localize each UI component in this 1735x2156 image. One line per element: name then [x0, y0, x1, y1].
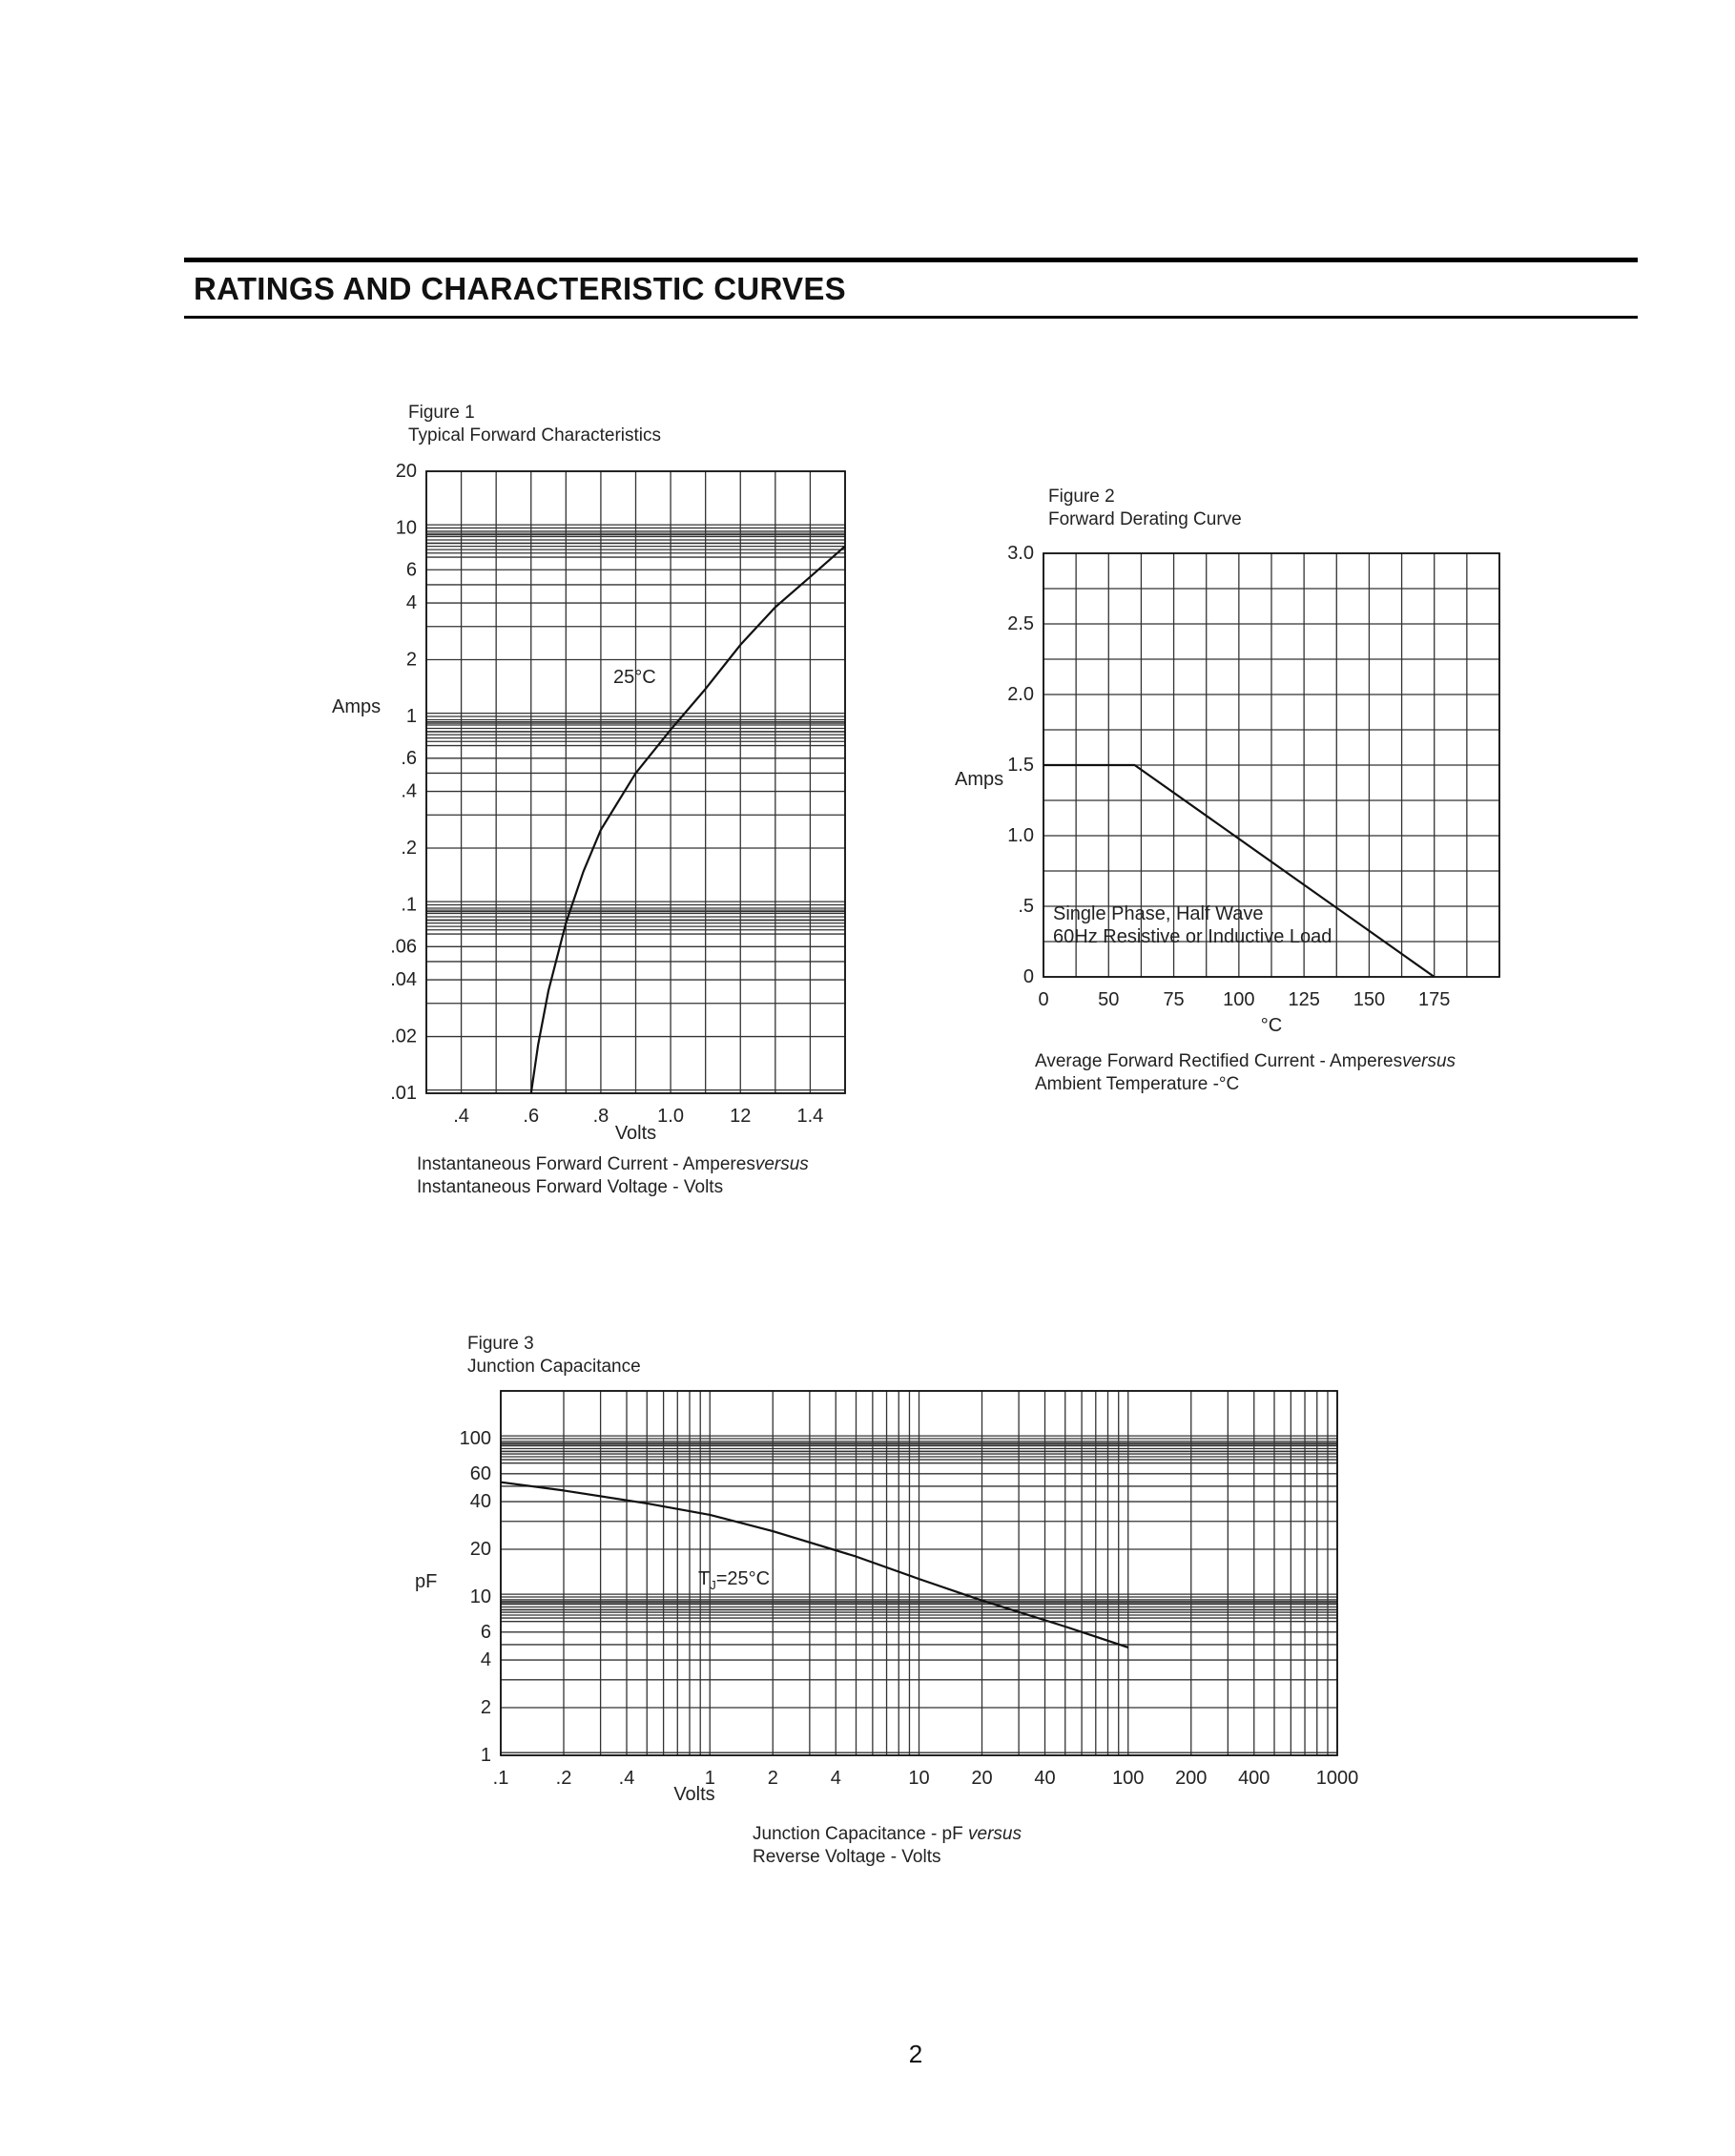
fig2-y-axis-label: Amps — [955, 769, 1004, 790]
fig3-series-line — [501, 1482, 1128, 1648]
fig2-x-tick-label: 75 — [1163, 989, 1185, 1010]
fig1-y-tick-label: .6 — [401, 747, 417, 769]
fig3-x-tick-label: 2 — [767, 1768, 778, 1789]
fig1-caption-line-1 — [417, 1154, 809, 1174]
fig2-y-tick-label: 1.0 — [1007, 825, 1034, 846]
fig1-y-tick-label: 2 — [405, 649, 417, 671]
fig2-figure-label: Figure 2 — [1048, 487, 1115, 507]
fig1-x-tick-label: .6 — [523, 1106, 540, 1127]
annotation-main: T — [698, 1568, 711, 1589]
page-number: 2 — [908, 2040, 923, 2068]
fig1-y-tick-label: 20 — [395, 461, 417, 482]
fig2-y-tick-label: 1.5 — [1007, 755, 1034, 776]
annotation-rest: =25°C — [715, 1568, 771, 1589]
fig1-y-tick-label: .1 — [401, 894, 417, 916]
fig3-y-axis-label: pF — [415, 1571, 438, 1592]
caption-text: Junction Capacitance - pF — [753, 1824, 969, 1844]
page-title: RATINGS AND CHARACTERISTIC CURVES — [194, 271, 846, 306]
caption-versus: versus — [1402, 1051, 1456, 1071]
fig2-x-tick-label: 150 — [1353, 989, 1386, 1010]
fig3-x-tick-label: .2 — [555, 1768, 572, 1789]
fig2-x-axis-label: °C — [1260, 1015, 1283, 1036]
caption-text: Average Forward Rectified Current - Amperes — [1035, 1051, 1403, 1071]
fig2-x-tick-label: 175 — [1418, 989, 1451, 1010]
fig3-x-tick-label: 1000 — [1315, 1768, 1359, 1789]
fig1-y-axis-label: Amps — [332, 696, 382, 717]
fig2-x-tick-label: 0 — [1038, 989, 1049, 1010]
fig3-y-tick-label: 60 — [469, 1462, 491, 1484]
fig2-x-tick-label: 125 — [1288, 989, 1320, 1010]
fig2-y-tick-label: 3.0 — [1007, 543, 1034, 564]
fig1-caption-line-2: Instantaneous Forward Voltage - Volts — [417, 1177, 724, 1197]
fig3-x-tick-label: 1 — [704, 1768, 715, 1789]
fig3-annotation — [698, 1568, 770, 1592]
fig1-x-tick-label: 1.0 — [657, 1106, 684, 1127]
fig3-figure-label: Figure 3 — [467, 1334, 534, 1354]
caption-versus: versus — [754, 1154, 809, 1174]
caption-versus: versus — [968, 1824, 1022, 1844]
fig2-y-tick-label: 2.5 — [1007, 613, 1034, 634]
fig3-caption-line-1 — [753, 1824, 1022, 1844]
fig3-x-tick-label: 200 — [1175, 1768, 1208, 1789]
fig1-y-tick-label: 4 — [405, 592, 417, 614]
fig1-y-tick-label: .04 — [390, 969, 417, 991]
fig3-x-tick-label: 100 — [1112, 1768, 1145, 1789]
fig1-y-tick-label: .06 — [390, 936, 417, 958]
fig2-x-tick-label: 100 — [1223, 989, 1255, 1010]
fig3-y-tick-label: 2 — [480, 1697, 491, 1719]
fig1-y-tick-label: .01 — [390, 1083, 417, 1104]
fig2-caption-line-2: Ambient Temperature -°C — [1035, 1074, 1240, 1094]
fig3-caption-line-2: Reverse Voltage - Volts — [753, 1847, 941, 1867]
fig1-y-tick-label: .4 — [401, 780, 417, 802]
fig1-y-tick-label: 10 — [395, 517, 417, 539]
fig2-chart-title: Forward Derating Curve — [1048, 509, 1242, 529]
fig1-y-tick-label: 1 — [405, 705, 417, 727]
fig2-y-tick-label: 0 — [1022, 966, 1034, 987]
fig3-chart-title: Junction Capacitance — [467, 1357, 641, 1377]
fig2-x-tick-label: 50 — [1098, 989, 1120, 1010]
fig1-x-tick-label: 1.4 — [796, 1106, 824, 1127]
fig1-x-axis-label: Volts — [614, 1123, 657, 1144]
fig1-y-tick-label: 6 — [405, 559, 417, 581]
fig3-y-tick-label: 6 — [480, 1621, 491, 1643]
fig3-x-axis-label: Volts — [673, 1784, 715, 1805]
fig3-x-tick-label: 400 — [1238, 1768, 1270, 1789]
fig3-x-tick-label: 10 — [908, 1768, 930, 1789]
fig1-x-tick-label: .4 — [453, 1106, 469, 1127]
fig3-y-tick-label: 40 — [469, 1491, 491, 1513]
fig1-chart-title: Typical Forward Characteristics — [408, 425, 662, 446]
annotation-sub: J — [710, 1578, 716, 1592]
fig2-caption-line-1 — [1035, 1051, 1456, 1071]
fig2-annotation: Single Phase, Half Wave — [1053, 903, 1264, 924]
fig2-y-tick-label: .5 — [1018, 896, 1034, 917]
fig2-y-tick-label: 2.0 — [1007, 684, 1034, 705]
fig1-figure-label: Figure 1 — [408, 403, 475, 423]
fig1-y-tick-label: .02 — [390, 1026, 417, 1047]
fig3-x-tick-label: 40 — [1034, 1768, 1056, 1789]
fig3-y-tick-label: 10 — [469, 1586, 491, 1607]
fig3-y-tick-label: 1 — [480, 1745, 491, 1766]
fig3-x-tick-label: 4 — [830, 1768, 841, 1789]
fig3-y-tick-label: 4 — [480, 1649, 491, 1671]
fig1-x-tick-label: 12 — [730, 1106, 752, 1127]
fig3-x-tick-label: .1 — [492, 1768, 509, 1789]
fig1-y-tick-label: .2 — [401, 838, 417, 860]
fig3-y-tick-label: 20 — [469, 1539, 491, 1561]
caption-text: Instantaneous Forward Current - Amperes — [417, 1154, 755, 1174]
fig1-series-line — [531, 547, 845, 1093]
fig1-annotation: 25°C — [613, 667, 656, 688]
fig2-annotation: 60Hz Resistive or Inductive Load — [1053, 926, 1332, 947]
fig3-x-tick-label: .4 — [618, 1768, 635, 1789]
fig3-x-tick-label: 20 — [971, 1768, 993, 1789]
fig1-x-tick-label: .8 — [592, 1106, 609, 1127]
fig3-y-tick-label: 100 — [459, 1427, 491, 1449]
